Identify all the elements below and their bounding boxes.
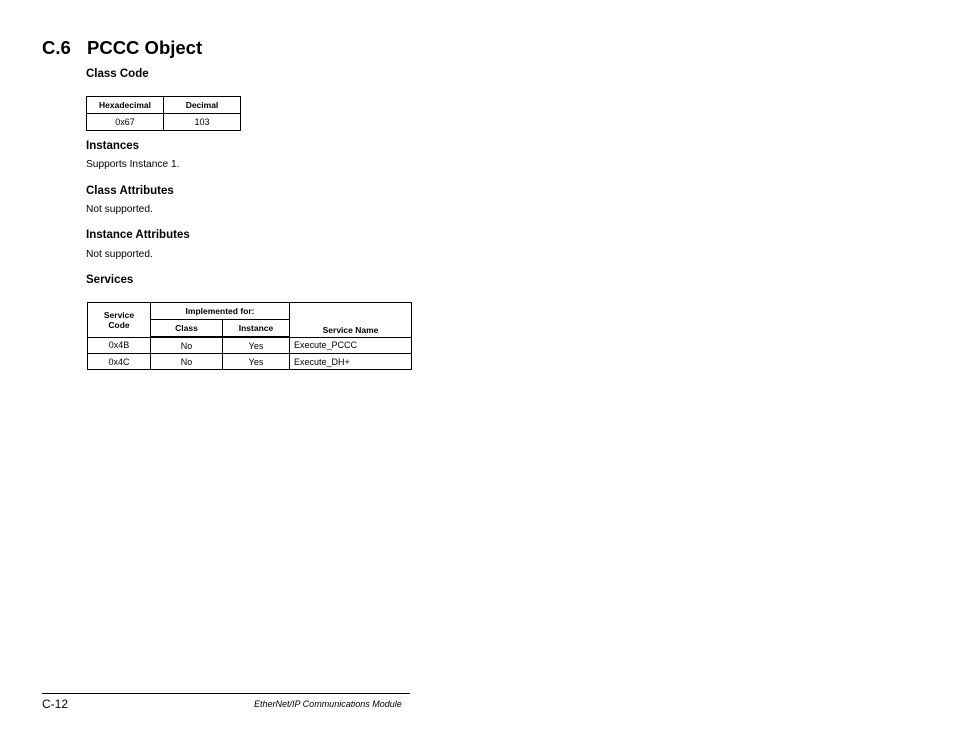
header-class: Class — [151, 320, 223, 338]
services-table — [87, 302, 412, 370]
table-row — [88, 337, 412, 354]
cell-instance: Yes — [223, 354, 290, 370]
page-number: C-12 — [42, 697, 69, 711]
class-code-table — [86, 96, 241, 131]
instances-heading: Instances — [86, 140, 140, 152]
document-title: EtherNet/IP Communications Module — [254, 699, 402, 709]
instance-attributes-heading: Instance Attributes — [86, 229, 190, 241]
cell-service-name: Execute_PCCC — [290, 337, 412, 354]
section-number: C.6 — [42, 37, 71, 58]
footer-rule — [42, 693, 410, 694]
instances-text: Supports Instance 1. — [86, 159, 180, 170]
header-hexadecimal: Hexadecimal — [87, 97, 164, 114]
section-title — [42, 37, 202, 59]
table-row — [87, 114, 241, 131]
class-attributes-heading: Class Attributes — [86, 185, 174, 197]
table-header-row — [88, 303, 412, 320]
services-heading: Services — [86, 274, 134, 286]
class-attributes-text: Not supported. — [86, 204, 153, 215]
section-title-text: PCCC Object — [87, 37, 203, 58]
table-row — [88, 354, 412, 370]
header-service-name: Service Name — [290, 303, 412, 338]
table-header-row — [87, 97, 241, 114]
cell-hexadecimal: 0x67 — [87, 114, 164, 131]
header-implemented-for: Implemented for: — [151, 303, 290, 320]
header-service-code: Service Code — [88, 303, 151, 338]
cell-service-code: 0x4C — [88, 354, 151, 370]
cell-service-code: 0x4B — [88, 337, 151, 354]
cell-class: No — [151, 337, 223, 354]
cell-class: No — [151, 354, 223, 370]
class-code-heading: Class Code — [86, 68, 149, 80]
cell-service-name: Execute_DH+ — [290, 354, 412, 370]
cell-decimal: 103 — [164, 114, 241, 131]
cell-instance: Yes — [223, 337, 290, 354]
header-instance: Instance — [223, 320, 290, 338]
header-decimal: Decimal — [164, 97, 241, 114]
instance-attributes-text: Not supported. — [86, 249, 153, 260]
